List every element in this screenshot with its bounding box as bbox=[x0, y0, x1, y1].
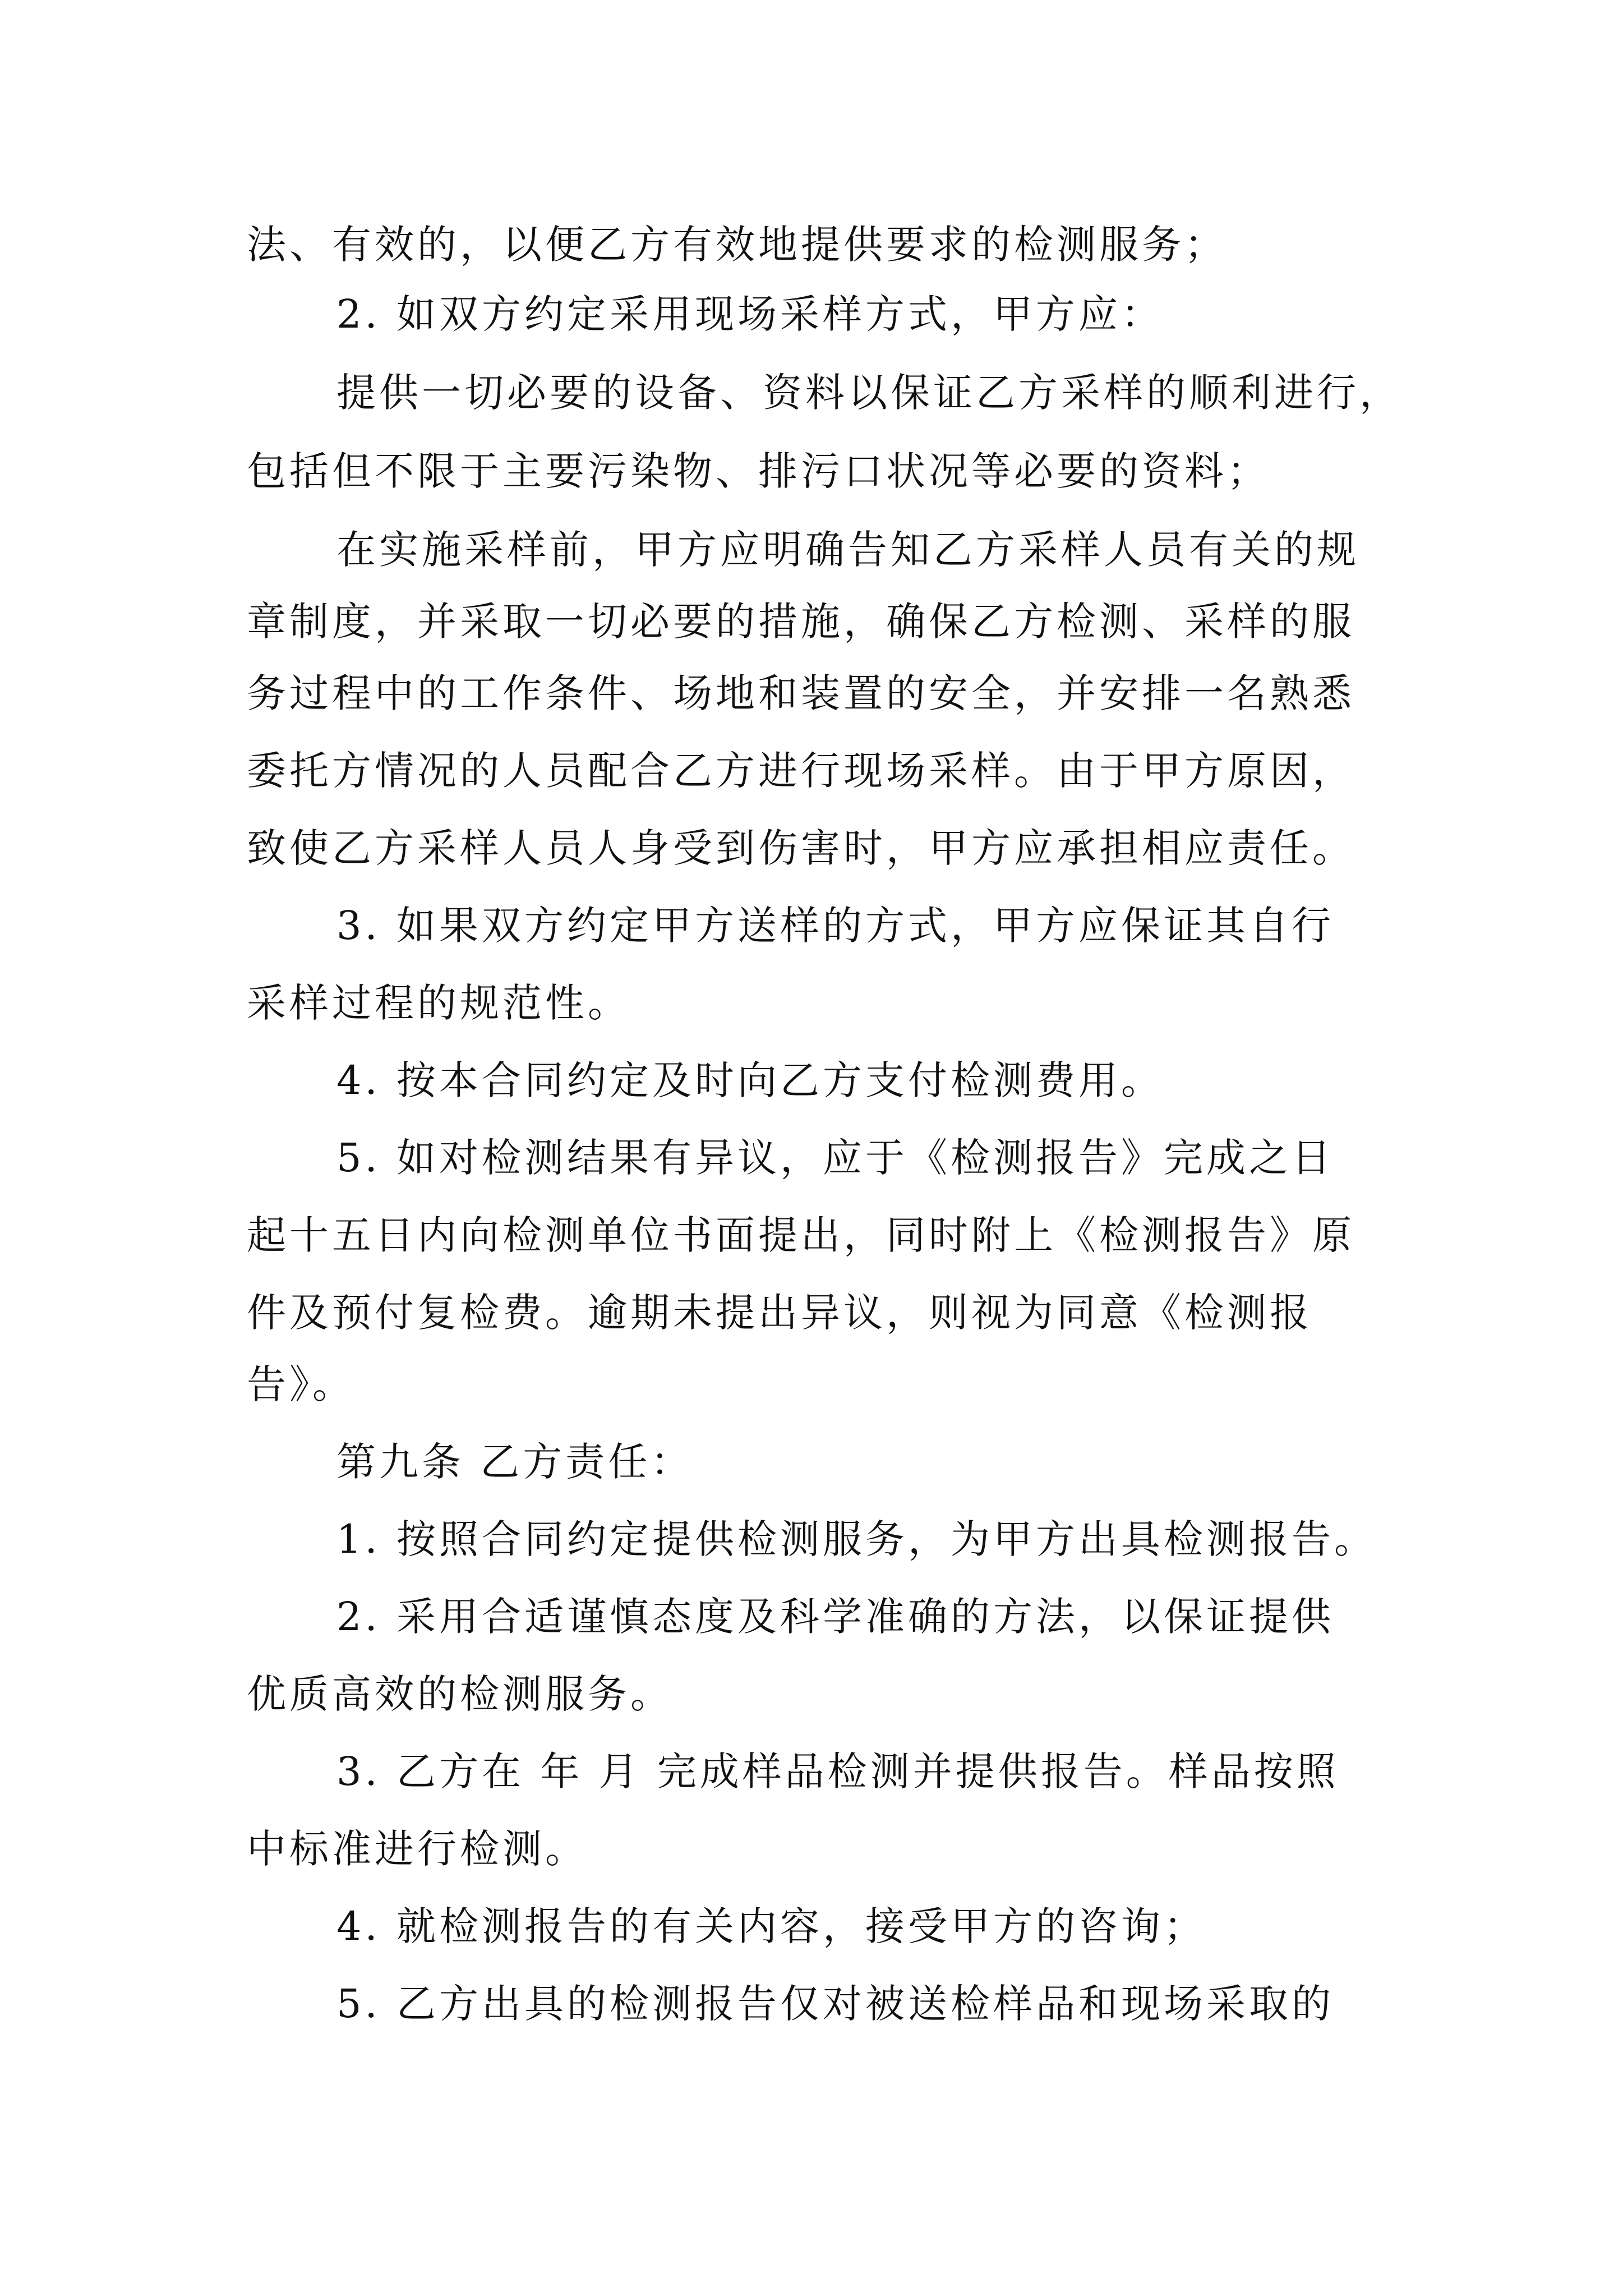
text-line: 2. 如双方约定采用现场采样方式，甲方应： bbox=[336, 291, 1164, 337]
text-line: 4. 按本合同约定及时向乙方支付检测费用。 bbox=[336, 1057, 1164, 1103]
text-line: 包括但不限于主要污染物、排污口状况等必要的资料； bbox=[247, 448, 1270, 494]
text-line: 中标准进行检测。 bbox=[247, 1826, 588, 1872]
text-line: 5. 乙方出具的检测报告仅对被送检样品和现场采取的 bbox=[336, 1981, 1335, 2027]
text-line: 3. 如果双方约定甲方送样的方式，甲方应保证其自行 bbox=[336, 903, 1335, 949]
text-line: 务过程中的工作条件、场地和装置的安全，并安排一名熟悉 bbox=[247, 670, 1355, 716]
text-line: 在实施采样前，甲方应明确告知乙方采样人员有关的规 bbox=[336, 527, 1359, 573]
text-line: 优质高效的检测服务。 bbox=[247, 1671, 673, 1717]
text-line: 告》。 bbox=[247, 1361, 355, 1407]
text-line: 采样过程的规范性。 bbox=[247, 980, 630, 1026]
text-line: 5. 如对检测结果有异议，应于《检测报告》完成之日 bbox=[336, 1135, 1335, 1181]
text-line: 1. 按照合同约定提供检测服务，为甲方出具检测报告。 bbox=[336, 1516, 1377, 1562]
text-line: 4. 就检测报告的有关内容，接受甲方的咨询； bbox=[336, 1903, 1207, 1949]
section-heading: 第九条 乙方责任： bbox=[336, 1439, 694, 1485]
text-line: 委托方情况的人员配合乙方进行现场采样。由于甲方原因， bbox=[247, 748, 1355, 794]
text-line: 致使乙方采样人员人身受到伤害时，甲方应承担相应责任。 bbox=[247, 825, 1355, 871]
text-line: 起十五日内向检测单位书面提出，同时附上《检测报告》原 bbox=[247, 1212, 1355, 1258]
text-line: 2. 采用合适谨慎态度及科学准确的方法，以保证提供 bbox=[336, 1594, 1335, 1640]
text-line: 3. 乙方在 年 月 完成样品检测并提供报告。样品按照 bbox=[336, 1749, 1339, 1795]
text-line: 法、有效的，以便乙方有效地提供要求的检测服务； bbox=[247, 222, 1227, 268]
text-line: 提供一切必要的设备、资料以保证乙方采样的顺利进行， bbox=[336, 370, 1402, 416]
text-line: 件及预付复检费。逾期未提出异议，则视为同意《检测报 bbox=[247, 1290, 1312, 1336]
text-line: 章制度，并采取一切必要的措施，确保乙方检测、采样的服 bbox=[247, 599, 1355, 645]
